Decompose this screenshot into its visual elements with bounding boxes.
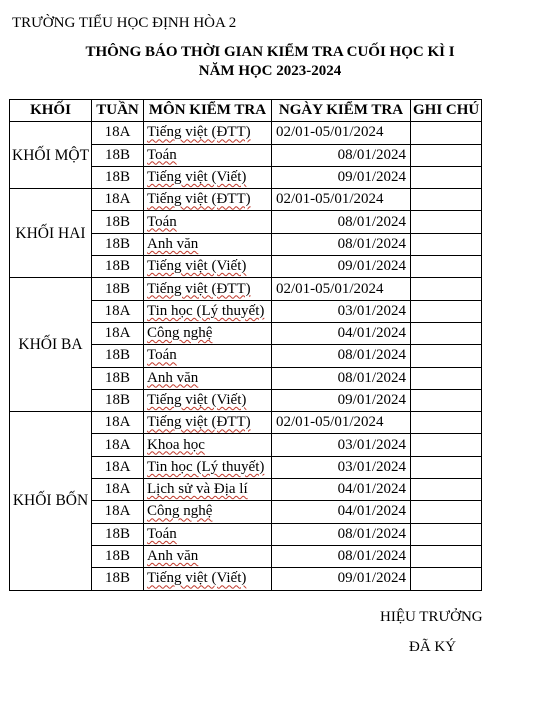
signature-status: ĐÃ KÝ bbox=[409, 639, 457, 655]
subject-cell bbox=[144, 144, 272, 166]
date-cell: 08/01/2024 bbox=[272, 144, 411, 166]
subject-cell bbox=[144, 456, 272, 478]
subject-text: Anh văn bbox=[147, 369, 199, 386]
week-cell: 18B bbox=[92, 545, 144, 567]
grade-cell: KHỐI BỐN bbox=[10, 412, 92, 590]
exam-schedule-table bbox=[9, 99, 482, 591]
note-cell bbox=[411, 166, 482, 188]
table-header-row bbox=[10, 100, 482, 122]
subject-cell bbox=[144, 568, 272, 590]
subject-text: Toán bbox=[147, 525, 177, 542]
subject-cell bbox=[144, 122, 272, 144]
note-cell bbox=[411, 211, 482, 233]
note-cell bbox=[411, 122, 482, 144]
week-cell: 18A bbox=[92, 501, 144, 523]
week-cell: 18B bbox=[92, 211, 144, 233]
week-cell: 18B bbox=[92, 144, 144, 166]
week-cell: 18B bbox=[92, 367, 144, 389]
note-cell bbox=[411, 322, 482, 344]
subject-cell bbox=[144, 233, 272, 255]
week-cell: 18A bbox=[92, 300, 144, 322]
subject-text: Anh văn bbox=[147, 548, 199, 565]
note-cell bbox=[411, 523, 482, 545]
grade-cell: KHỐI HAI bbox=[10, 189, 92, 278]
date-cell: 08/01/2024 bbox=[272, 523, 411, 545]
date-cell: 02/01-05/01/2024 bbox=[272, 412, 411, 434]
note-cell bbox=[411, 434, 482, 456]
date-cell: 08/01/2024 bbox=[272, 367, 411, 389]
note-cell bbox=[411, 233, 482, 255]
subject-cell bbox=[144, 523, 272, 545]
subject-text: Toán bbox=[147, 347, 177, 364]
header-mon: MÔN KIỂM TRA bbox=[144, 100, 272, 122]
note-cell bbox=[411, 300, 482, 322]
subject-cell bbox=[144, 300, 272, 322]
subject-text: Công nghệ bbox=[147, 503, 213, 520]
date-cell: 08/01/2024 bbox=[272, 233, 411, 255]
subject-text: Tiếng việt (ĐTT) bbox=[147, 280, 251, 297]
week-cell: 18A bbox=[92, 434, 144, 456]
header-ngay: NGÀY KIỂM TRA bbox=[272, 100, 411, 122]
week-cell: 18A bbox=[92, 412, 144, 434]
subject-text: Tiếng việt (Viết) bbox=[147, 570, 247, 587]
subject-text: Tiếng việt (Viết) bbox=[147, 258, 247, 275]
subject-text: Tin học (Lý thuyết) bbox=[147, 458, 265, 475]
grade-cell: KHỐI BA bbox=[10, 278, 92, 412]
week-cell: 18A bbox=[92, 189, 144, 211]
table-row bbox=[10, 278, 482, 300]
subject-cell bbox=[144, 479, 272, 501]
subject-cell bbox=[144, 545, 272, 567]
subject-text: Tiếng việt (Viết) bbox=[147, 392, 247, 408]
table-row bbox=[10, 412, 482, 434]
week-cell: 18A bbox=[92, 456, 144, 478]
note-cell bbox=[411, 189, 482, 211]
signature-role: HIỆU TRƯỞNG bbox=[380, 609, 483, 625]
date-cell: 02/01-05/01/2024 bbox=[272, 278, 411, 300]
subject-text: Lịch sử và Địa lí bbox=[147, 481, 248, 498]
subject-text: Tiếng việt (Viết) bbox=[147, 169, 247, 186]
note-cell bbox=[411, 256, 482, 278]
date-cell: 04/01/2024 bbox=[272, 322, 411, 344]
grade-cell: KHỐI MỘT bbox=[10, 122, 92, 189]
date-cell: 09/01/2024 bbox=[272, 389, 411, 411]
subject-text: Tiếng việt (ĐTT) bbox=[147, 414, 251, 431]
note-cell bbox=[411, 345, 482, 367]
date-cell: 02/01-05/01/2024 bbox=[272, 122, 411, 144]
date-cell: 08/01/2024 bbox=[272, 211, 411, 233]
subject-cell bbox=[144, 256, 272, 278]
table-row bbox=[10, 122, 482, 144]
week-cell: 18A bbox=[92, 479, 144, 501]
subject-text: Công nghệ bbox=[147, 325, 213, 342]
subject-cell bbox=[144, 434, 272, 456]
week-cell: 18A bbox=[92, 122, 144, 144]
week-cell: 18B bbox=[92, 278, 144, 300]
note-cell bbox=[411, 389, 482, 411]
document-title: THÔNG BÁO THỜI GIAN KIỂM TRA CUỐI HỌC KÌ I bbox=[85, 44, 455, 60]
week-cell: 18B bbox=[92, 256, 144, 278]
week-cell: 18B bbox=[92, 389, 144, 411]
note-cell bbox=[411, 278, 482, 300]
week-cell: 18B bbox=[92, 233, 144, 255]
subject-cell bbox=[144, 322, 272, 344]
date-cell: 09/01/2024 bbox=[272, 568, 411, 590]
note-cell bbox=[411, 545, 482, 567]
subject-cell bbox=[144, 166, 272, 188]
subject-text: Anh văn bbox=[147, 235, 199, 252]
subject-text: Tiếng việt (ĐTT) bbox=[147, 124, 251, 141]
subject-text: Toán bbox=[147, 146, 177, 163]
note-cell bbox=[411, 456, 482, 478]
date-cell: 02/01-05/01/2024 bbox=[272, 189, 411, 211]
subject-cell bbox=[144, 412, 272, 434]
date-cell: 03/01/2024 bbox=[272, 300, 411, 322]
subject-cell bbox=[144, 501, 272, 523]
date-cell: 08/01/2024 bbox=[272, 545, 411, 567]
header-ghichu: GHI CHÚ bbox=[411, 100, 482, 122]
subject-cell bbox=[144, 345, 272, 367]
date-cell: 03/01/2024 bbox=[272, 456, 411, 478]
subject-cell bbox=[144, 278, 272, 300]
subject-cell bbox=[144, 389, 272, 411]
subject-cell bbox=[144, 367, 272, 389]
week-cell: 18B bbox=[92, 345, 144, 367]
date-cell: 09/01/2024 bbox=[272, 256, 411, 278]
date-cell: 04/01/2024 bbox=[272, 479, 411, 501]
subject-text: Tin học (Lý thuyết) bbox=[147, 302, 265, 319]
week-cell: 18B bbox=[92, 166, 144, 188]
header-khoi: KHỐI bbox=[10, 100, 92, 122]
school-name: TRƯỜNG TIỂU HỌC ĐỊNH HÒA 2 bbox=[12, 15, 237, 31]
subject-cell bbox=[144, 189, 272, 211]
table-row bbox=[10, 189, 482, 211]
subject-text: Toán bbox=[147, 213, 177, 230]
note-cell bbox=[411, 501, 482, 523]
week-cell: 18B bbox=[92, 568, 144, 590]
week-cell: 18B bbox=[92, 523, 144, 545]
subject-text: Tiếng việt (ĐTT) bbox=[147, 191, 251, 208]
date-cell: 04/01/2024 bbox=[272, 501, 411, 523]
date-cell: 03/01/2024 bbox=[272, 434, 411, 456]
note-cell bbox=[411, 412, 482, 434]
note-cell bbox=[411, 367, 482, 389]
header-tuan: TUẦN bbox=[92, 100, 144, 122]
note-cell bbox=[411, 479, 482, 501]
subject-cell bbox=[144, 211, 272, 233]
week-cell: 18A bbox=[92, 322, 144, 344]
date-cell: 08/01/2024 bbox=[272, 345, 411, 367]
note-cell bbox=[411, 144, 482, 166]
note-cell bbox=[411, 568, 482, 590]
school-year: NĂM HỌC 2023-2024 bbox=[198, 63, 342, 79]
date-cell: 09/01/2024 bbox=[272, 166, 411, 188]
subject-text: Khoa học bbox=[147, 436, 205, 453]
